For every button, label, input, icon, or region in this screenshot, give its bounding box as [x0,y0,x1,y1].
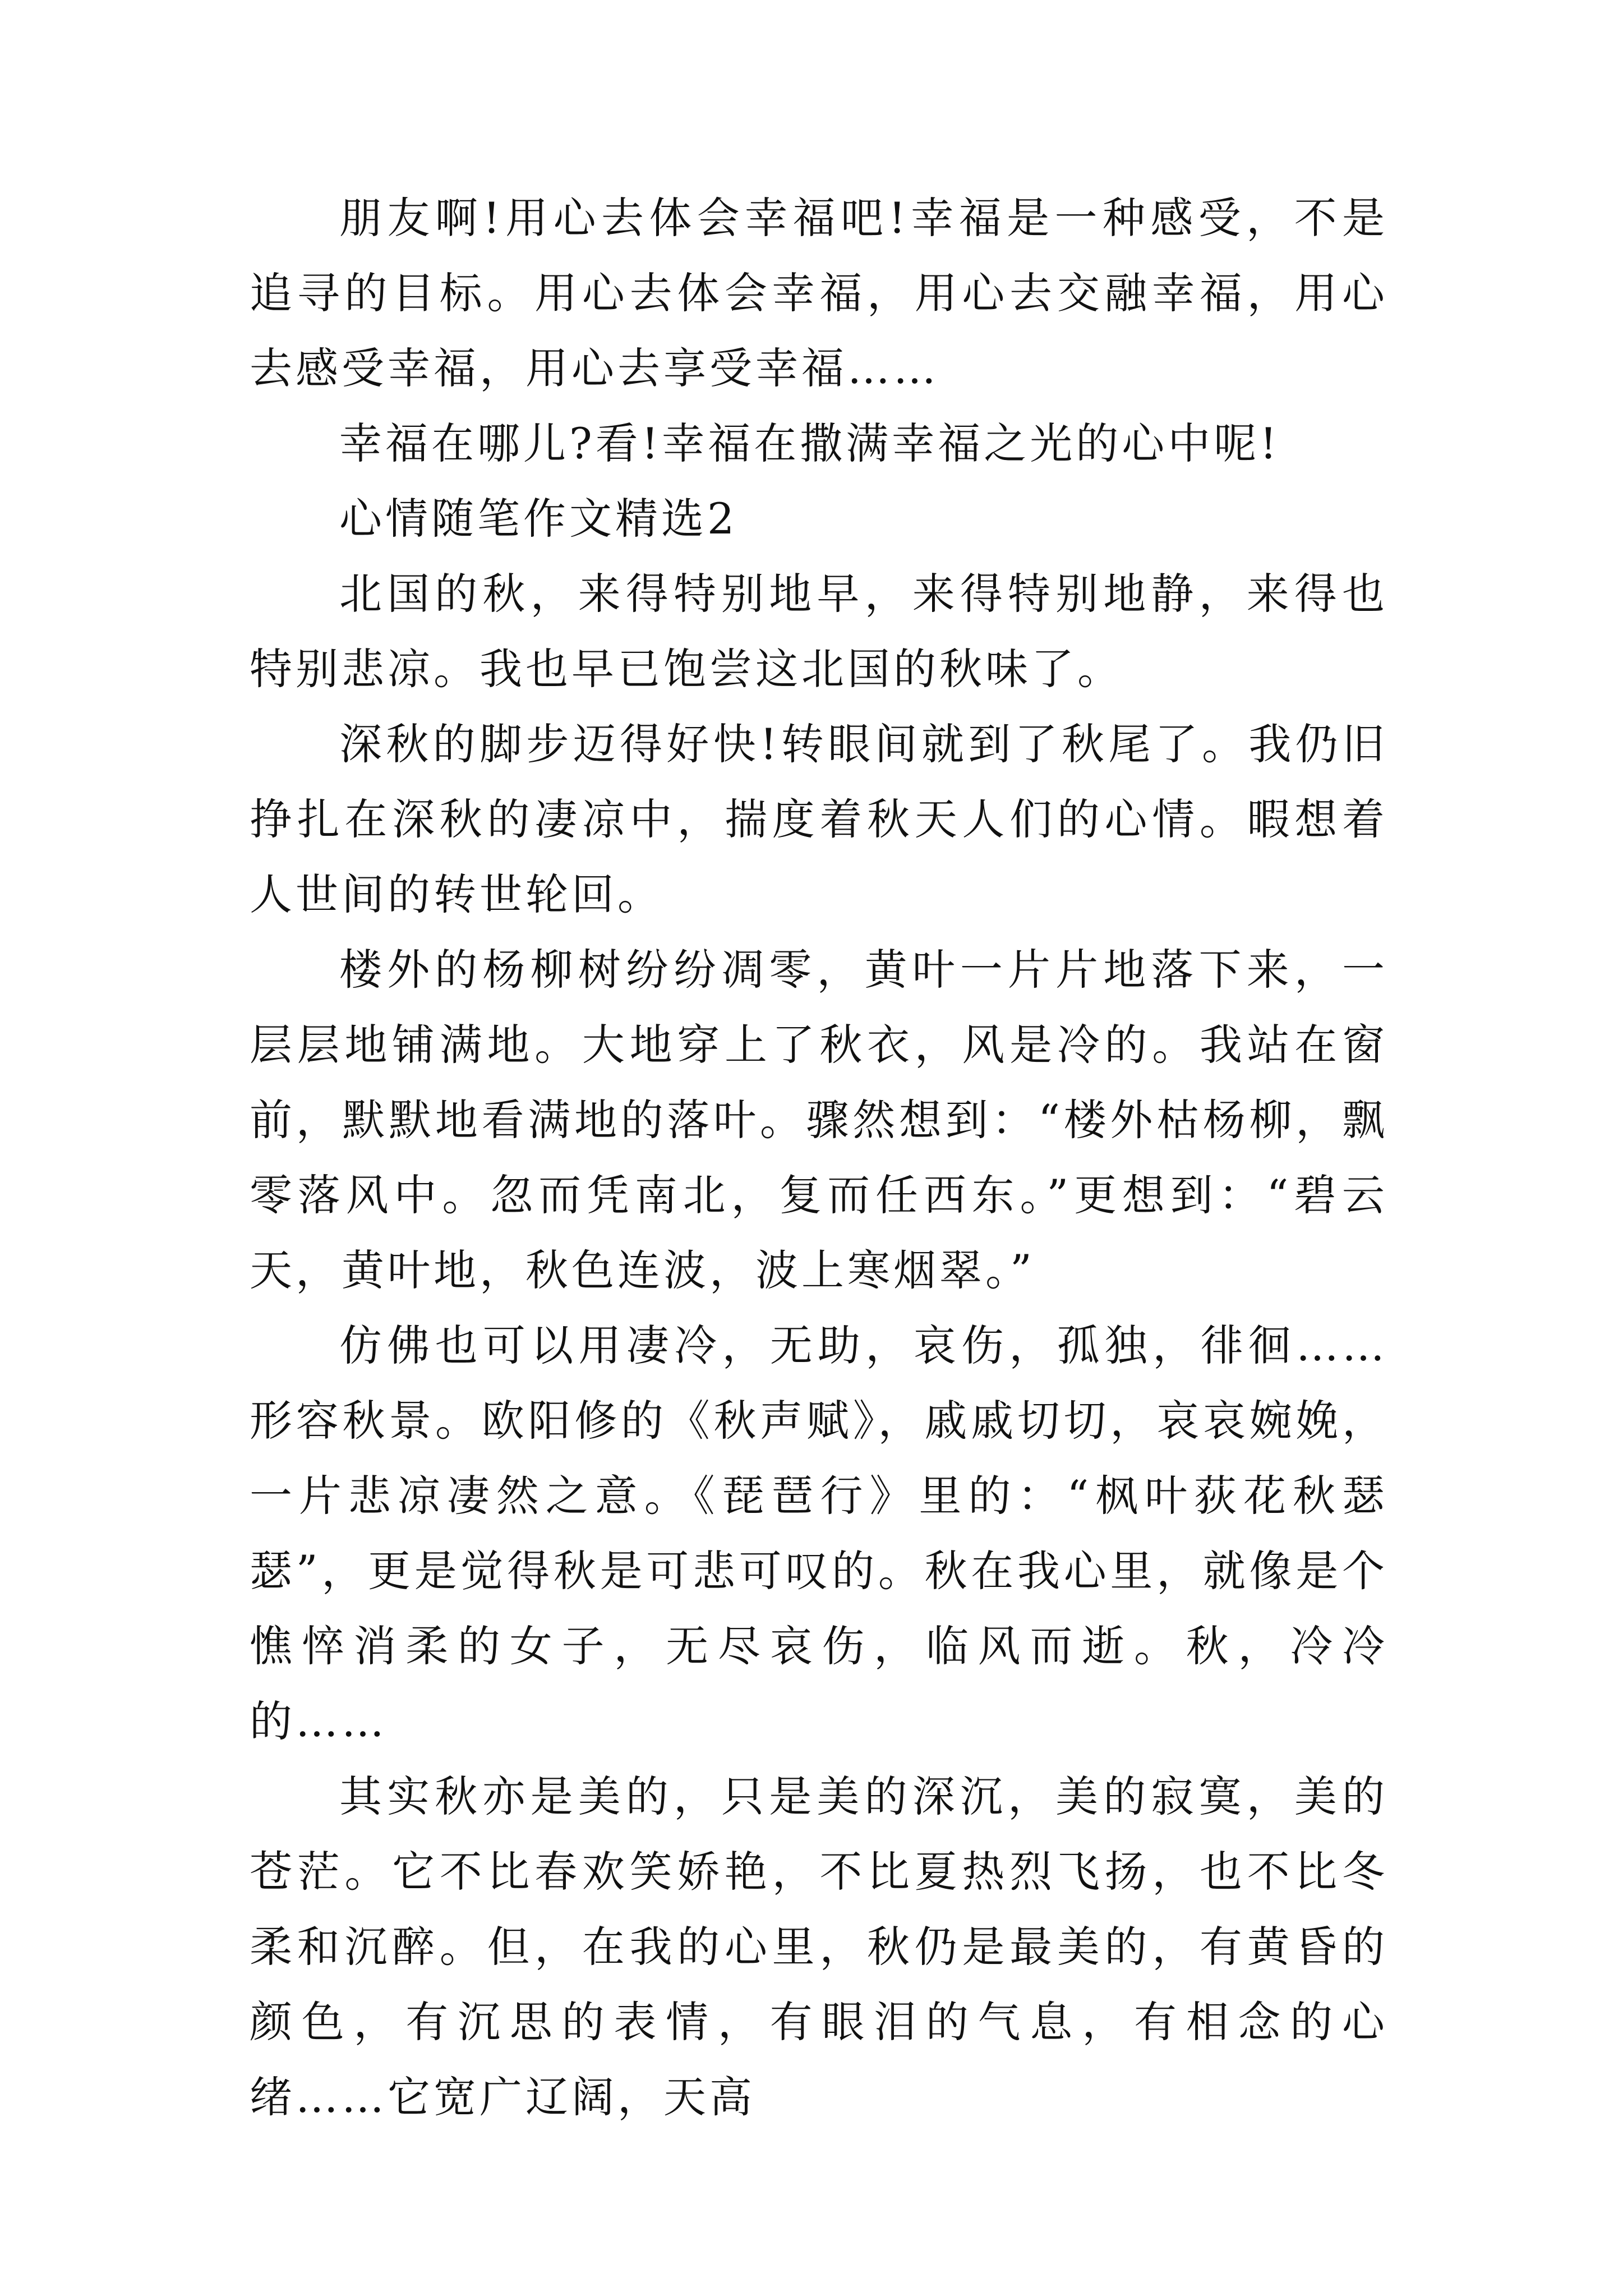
paragraph: 幸福在哪儿?看!幸福在撒满幸福之光的心中呢! [339,418,1280,468]
paragraph: 北国的秋，来得特别地早，来得特别地静，来得也特别悲凉。我也早已饱尝这北国的秋味了。 [250,569,1388,694]
section-title: 心情随笔作文精选2 [339,494,738,544]
paragraph: 朋友啊!用心去体会幸福吧!幸福是一种感受，不是追寻的目标。用心去体会幸福，用心去交融幸福，用心去感受幸福，用心去享受幸福…… [250,193,1388,393]
paragraph: 深秋的脚步迈得好快!转眼间就到了秋尾了。我仍旧挣扎在深秋的凄凉中，揣度着秋天人们的心情。暇想着人世间的转世轮回。 [250,719,1388,919]
paragraph: 仿佛也可以用凄冷，无助，哀伤，孤独，徘徊……形容秋景。欧阳修的《秋声赋》，戚戚切切，哀哀婉娩，一片悲凉凄然之意。《琵琶行》里的：“枫叶荻花秋瑟瑟”，更是觉得秋是可悲可叹的。秋在我心里，就像是个憔悴消柔的女子，无尽哀伤，临风而逝。秋，冷冷的…… [250,1320,1388,1746]
paragraph: 楼外的杨柳树纷纷凋零，黄叶一片片地落下来，一层层地铺满地。大地穿上了秋衣，风是冷的。我站在窗前，默默地看满地的落叶。骤然想到：“楼外枯杨柳，飘零落风中。忽而凭南北，复而任西东。”更想到：“碧云天，黄叶地，秋色连波，波上寒烟翠。” [250,945,1388,1295]
paragraph: 其实秋亦是美的，只是美的深沉，美的寂寞，美的苍茫。它不比春欢笑娇艳，不比夏热烈飞扬，也不比冬柔和沉醉。但，在我的心里，秋仍是最美的，有黄昏的颜色，有沉思的表情，有眼泪的气息，有相念的心绪……它宽广辽阔，天高 [250,1772,1388,2122]
document-body [250,181,1388,2135]
